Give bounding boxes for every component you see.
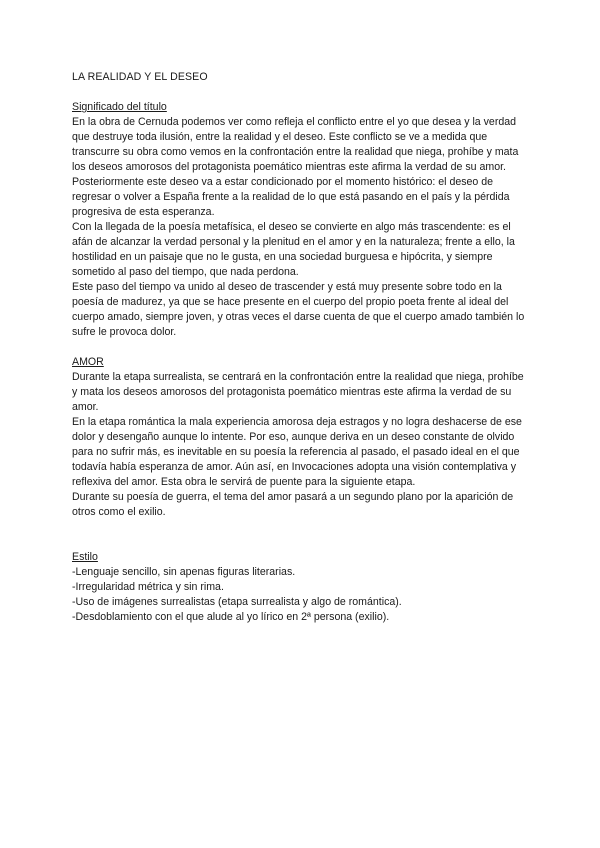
section-heading-estilo: Estilo <box>72 551 98 563</box>
paragraph: En la etapa romántica la mala experiencia amorosa deja estragos y no logra deshacerse de ese dolor y desengaño aunque lo intente. Por eso, aunque deriva en un deseo constante de olvido para no sufrir más, es inevitable en su poesía la referencia al pasado, el pasado ideal en el que todavía había esperanza de amor. Aún así, en Invocaciones adopta una visión contemplativa y reflexiva del amor. Esta obra le servirá de puente para la siguiente etapa. <box>72 416 522 488</box>
section-amor <box>72 355 530 520</box>
section-estilo <box>72 550 530 625</box>
paragraph: Con la llegada de la poesía metafísica, el deseo se convierte en algo más trascendente: es el afán de alcanzar la verdad personal y la plenitud en el amor y en la naturaleza; frente a ello, la hostilidad en un paisaje que no le gusta, en una sociedad burguesa e hipócrita, y siempre sometido al paso del tiempo, que nada perdona. <box>72 221 515 278</box>
list-item: -Uso de imágenes surrealistas (etapa surrealista y algo de romántica). <box>72 596 402 608</box>
list-item: -Desdoblamiento con el que alude al yo lírico en 2ª persona (exilio). <box>72 611 390 623</box>
list-item: -Lenguaje sencillo, sin apenas figuras literarias. <box>72 566 296 578</box>
style-list <box>72 565 530 625</box>
paragraph: Durante la etapa surrealista, se centrará en la confrontación entre la realidad que niega, prohíbe y mata los deseos amorosos del protagonista poemático mientras este afirma la verdad de su amor. <box>72 371 524 413</box>
paragraph: En la obra de Cernuda podemos ver como refleja el conflicto entre el yo que desea y la verdad que destruye toda ilusión, entre la realidad y el deseo. Este conflicto se ve a medida que transcurre su obra como vemos en la confrontación entre la realidad que niega, prohíbe y mata los deseos amorosos del protagonista poemático mientras este afirma la verdad de su amor. <box>72 116 519 173</box>
document-title: LA REALIDAD Y EL DESEO <box>72 71 208 83</box>
document-page <box>72 70 530 640</box>
list-item: -Irregularidad métrica y sin rima. <box>72 581 224 593</box>
section-heading-amor: AMOR <box>72 356 104 368</box>
section-heading-significado: Significado del título <box>72 101 167 113</box>
section-significado <box>72 100 530 340</box>
paragraph: Posteriormente este deseo va a estar condicionado por el momento histórico: el deseo de regresar o volver a España frente a la realidad de lo que está pasando en el país y la pérdida progresiva de esta esperanza. <box>72 176 510 218</box>
paragraph: Durante su poesía de guerra, el tema del amor pasará a un segundo plano por la aparición de otros como el exilio. <box>72 491 514 518</box>
paragraph: Este paso del tiempo va unido al deseo de trascender y está muy presente sobre todo en la poesía de madurez, ya que se hace presente en el cuerpo del propio poeta frente al ideal del cuerpo amado, siempre joven, y otras veces el darse cuenta de que el cuerpo amado también lo sufre le provoca dolor. <box>72 281 525 338</box>
